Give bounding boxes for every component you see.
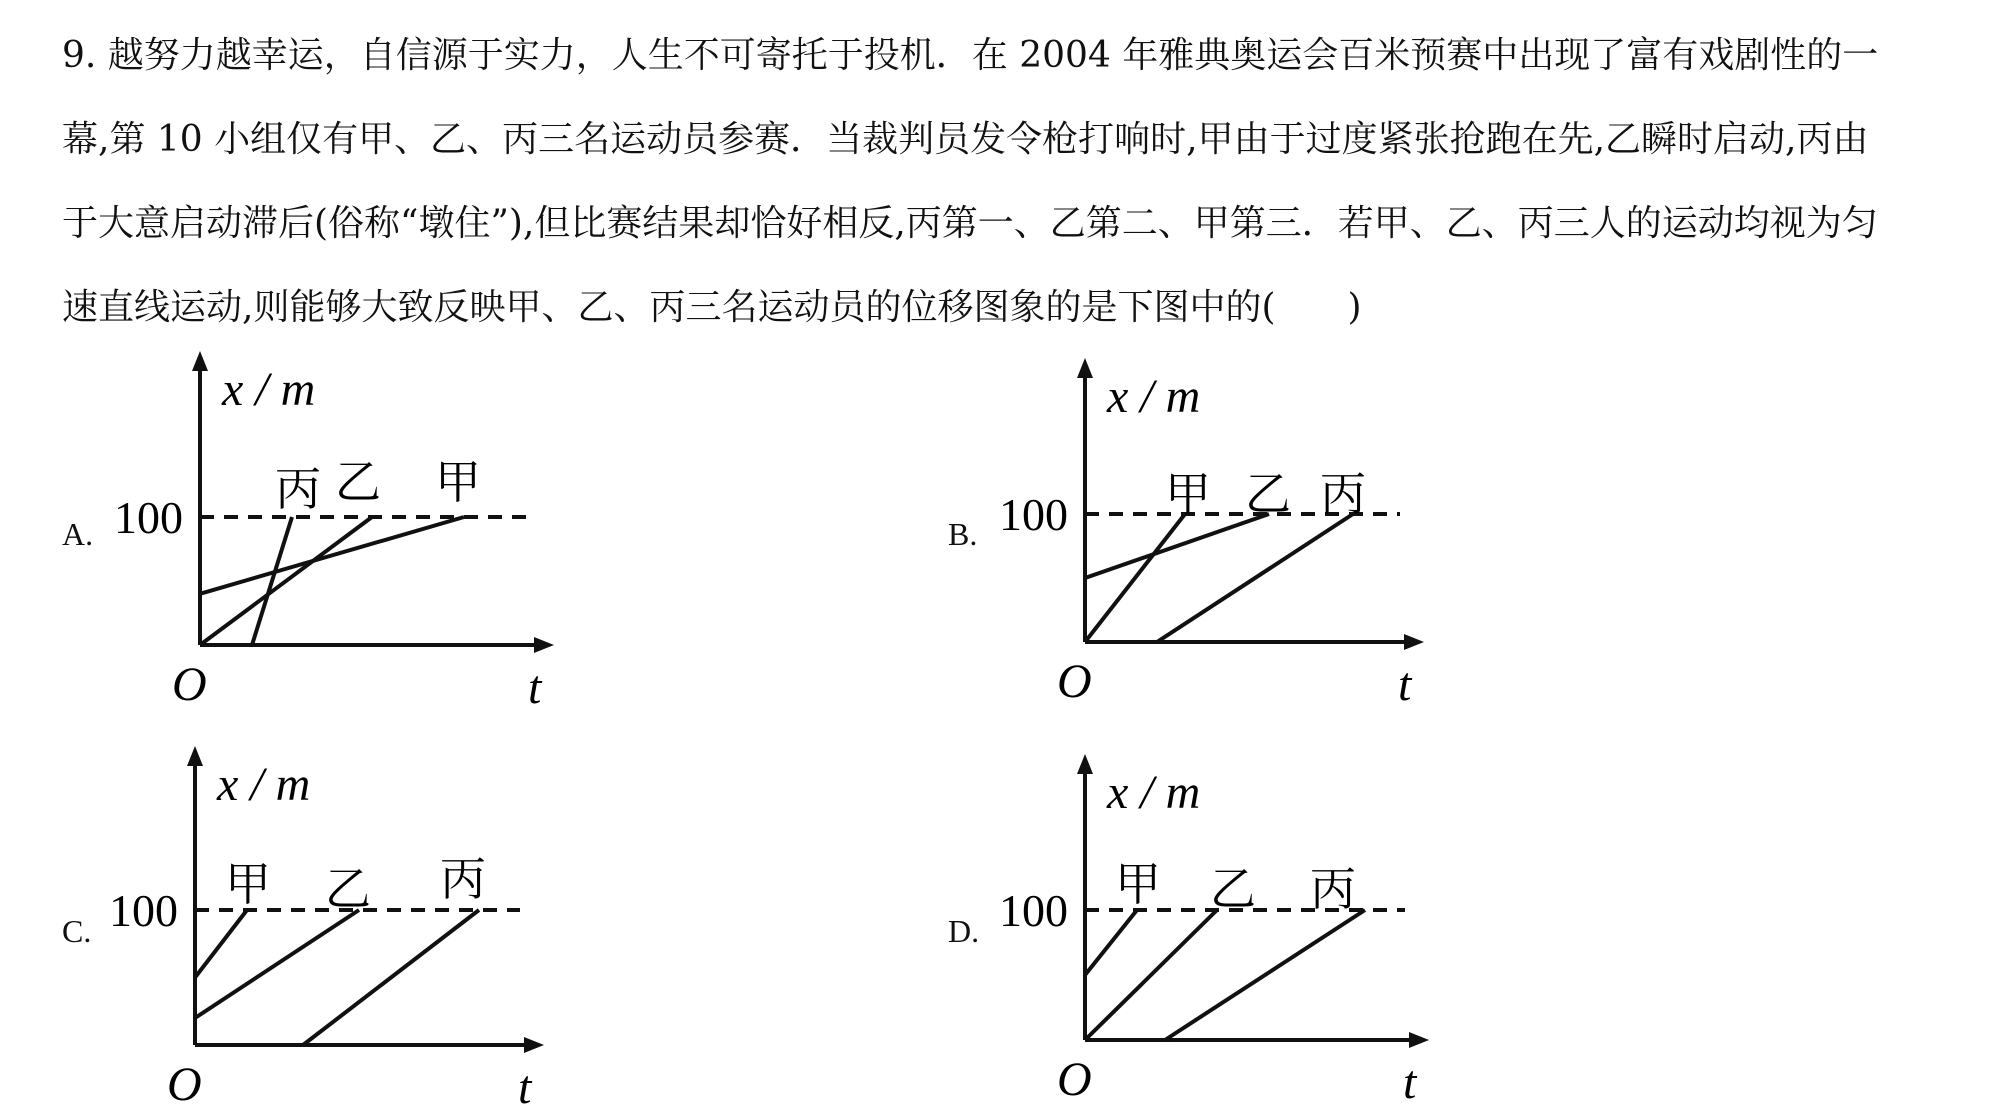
chart-b-ref-label: 100: [999, 489, 1068, 540]
chart-d-ref-label: 100: [999, 885, 1068, 936]
chart-a-series-label-1: 丙: [275, 462, 321, 516]
chart-d-y-label: x / m: [1107, 766, 1201, 819]
chart-d-series-label-3: 丙: [1310, 862, 1356, 916]
option-a-letter: A.: [62, 516, 94, 552]
chart-a-x-arrow: [534, 637, 554, 653]
question-line-1: 9. 越努力越幸运，自信源于实力，人生不可寄托于投机．在 2004 年雅典奥运会百米预赛中出现了富有戏剧性的一: [62, 35, 1879, 76]
chart-b-series-label-1: 甲: [1165, 467, 1211, 521]
chart-d-y-arrow: [1077, 754, 1093, 774]
chart-b-series-line-1: [1085, 514, 1185, 642]
chart-d-series-line-1: [1085, 910, 1137, 975]
chart-b-series-label-2: 乙: [1245, 467, 1291, 521]
chart-a-ref-label: 100: [114, 492, 183, 543]
chart-b-series-label-3: 丙: [1320, 467, 1366, 521]
chart-d-x-label: t: [1403, 1056, 1417, 1109]
chart-a-origin-label: O: [172, 658, 207, 711]
question-line-3: 于大意启动滞后(俗称“墩住”),但比赛结果却恰好相反,丙第一、乙第二、甲第三．若甲、乙、丙三人的运动均视为匀: [62, 203, 1878, 244]
chart-a-series-label-3: 甲: [435, 455, 481, 509]
chart-d-x-arrow: [1409, 1032, 1429, 1048]
chart-c-series-line-1: [195, 910, 247, 978]
chart-c-series-label-3: 丙: [440, 852, 486, 906]
option-b-letter: B.: [948, 516, 978, 552]
chart-b-origin-label: O: [1057, 655, 1092, 708]
chart-a-x-label: t: [528, 661, 542, 714]
chart-b-x-arrow: [1404, 634, 1424, 650]
chart-d-series-label-1: 甲: [1115, 857, 1161, 911]
chart-c-y-arrow: [187, 746, 203, 766]
option-d-letter: D.: [948, 913, 980, 949]
chart-c-y-label: x / m: [217, 758, 311, 811]
chart-b-x-label: t: [1398, 658, 1412, 711]
option-c-letter: C.: [62, 913, 92, 949]
chart-c-ref-label: 100: [109, 885, 178, 936]
question-line-4: 速直线运动,则能够大致反映甲、乙、丙三名运动员的位移图象的是下图中的( ): [62, 287, 1362, 328]
chart-c-x-arrow: [524, 1037, 544, 1053]
chart-b-series-line-3: [1157, 514, 1353, 642]
chart-b-y-arrow: [1077, 358, 1093, 378]
chart-c-origin-label: O: [167, 1058, 202, 1111]
chart-c-x-label: t: [518, 1061, 532, 1114]
chart-d-origin-label: O: [1057, 1053, 1092, 1106]
chart-a-series-label-2: 乙: [335, 455, 381, 509]
chart-d-series-label-2: 乙: [1210, 862, 1256, 916]
chart-c-series-label-1: 甲: [225, 857, 271, 911]
chart-a-y-label: x / m: [222, 363, 316, 416]
chart-c-series-line-2: [195, 910, 359, 1018]
chart-a-y-arrow: [192, 351, 208, 371]
chart-b-y-label: x / m: [1107, 370, 1201, 423]
chart-c-series-label-2: 乙: [325, 862, 371, 916]
chart-a-series-line-3: [200, 517, 464, 594]
question-line-2: 幕,第 10 小组仅有甲、乙、丙三名运动员参赛．当裁判员发令枪打响时,甲由于过度紧张抢跑在先,乙瞬时启动,丙由: [62, 119, 1869, 160]
